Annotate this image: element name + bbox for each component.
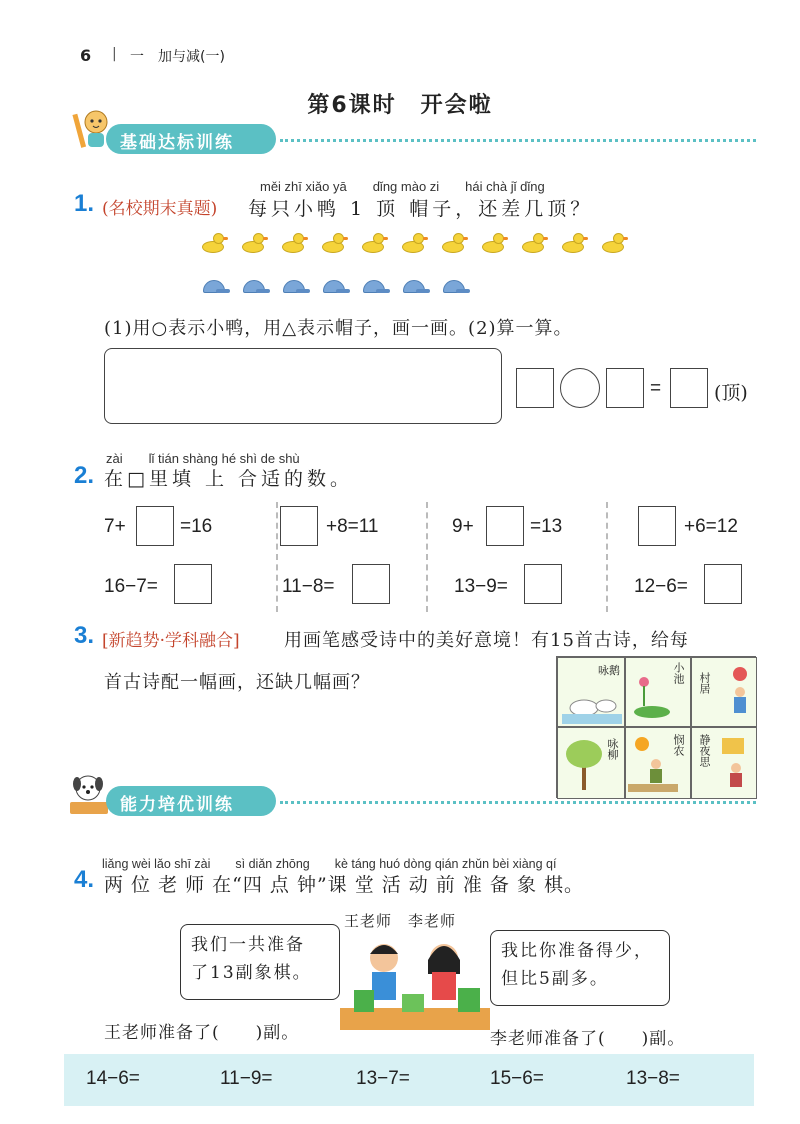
q1-drawing-area[interactable] <box>104 348 502 424</box>
hat-icon <box>440 278 470 294</box>
duck-icon <box>320 232 346 254</box>
q2-r2c1-before: 16−7= <box>104 576 158 597</box>
duck-icon <box>560 232 586 254</box>
q2-r2c1-box[interactable] <box>174 564 212 604</box>
q2-r2c3-box[interactable] <box>524 564 562 604</box>
q2-r1c1-after: =16 <box>180 516 213 537</box>
poem-title: 静夜思 <box>698 734 711 767</box>
q2-r2c2-box[interactable] <box>352 564 390 604</box>
q2-r2c4-box[interactable] <box>704 564 742 604</box>
poem-cell <box>625 657 691 727</box>
q1-tag: (名校期末真题) <box>102 199 218 219</box>
poem-title: 村居 <box>698 672 711 694</box>
q2-pinyin: zài lǐ tián shàng hé shì de shù <box>106 451 300 466</box>
bubble-left-line1: 我们一共准备 <box>191 935 305 955</box>
column-divider <box>426 502 428 612</box>
q1-result-box[interactable] <box>670 368 708 408</box>
duck-icon <box>360 232 386 254</box>
q2-text: 在□里填 上 合适的数。 <box>104 468 354 490</box>
q4-fill-right[interactable]: 李老师准备了( )副。 <box>490 1029 686 1049</box>
hat-icon <box>320 278 350 294</box>
q2-r1c3-after: =13 <box>530 516 563 537</box>
poem-title: 小池 <box>672 662 685 684</box>
q2-r1c1-box[interactable] <box>136 506 174 546</box>
hat-icon <box>200 278 230 294</box>
q1-operator-circle[interactable] <box>560 368 600 408</box>
header-separator: | <box>112 46 117 62</box>
calc-item: 13−8= <box>626 1068 680 1089</box>
hat-row <box>200 278 480 300</box>
q4-text: 两 位 老 师 在“四 点 钟”课 堂 活 动 前 准 备 象 棋。 <box>104 874 584 896</box>
q1-equals: = <box>650 378 662 399</box>
farmer-picture-icon <box>628 734 678 794</box>
q2-r1c4-after: +6=12 <box>684 516 738 537</box>
duck-icon <box>440 232 466 254</box>
bubble-right-line1: 我比你准备得少， <box>501 941 653 961</box>
duck-row <box>200 232 640 262</box>
calc-item: 15−6= <box>490 1068 544 1089</box>
duck-icon <box>280 232 306 254</box>
section-banner-basic: 基础达标训练 <box>106 124 276 154</box>
section-divider <box>280 801 756 804</box>
page-number: 6 <box>80 46 92 65</box>
duck-icon <box>600 232 626 254</box>
q2-r2c3-before: 13−9= <box>454 576 508 597</box>
poem-title: 咏鹅 <box>598 664 620 677</box>
q1-pinyin: měi zhī xiǎo yā dǐng mào zi hái chà jǐ dǐng <box>260 179 545 194</box>
column-divider <box>606 502 608 612</box>
q1-number: 1. <box>74 190 95 217</box>
column-divider <box>276 502 278 612</box>
q3-number: 3. <box>74 622 95 649</box>
lesson-title: 第6课时 开会啦 <box>307 93 493 118</box>
dog-mascot-icon <box>66 770 112 818</box>
poem-cell <box>691 657 757 727</box>
bubble-right-line2: 但比5副多。 <box>501 969 609 989</box>
q3-tag: [新趋势·学科融合] <box>102 631 240 651</box>
q2-r2c4-before: 12−6= <box>634 576 688 597</box>
pond-picture-icon <box>630 672 680 722</box>
q2-r1c1-before: 7+ <box>104 516 126 537</box>
section-divider <box>280 139 756 142</box>
hat-icon <box>400 278 430 294</box>
chapter-title: 一 加与减(一) <box>130 49 225 65</box>
cat-mascot-icon <box>72 108 112 152</box>
poem-title: 悯农 <box>672 734 685 756</box>
q1-text: 每只小鸭 1 顶 帽子，还差几顶？ <box>248 198 594 220</box>
q2-r2c2-before: 11−8= <box>282 576 335 597</box>
q2-number: 2. <box>74 462 95 489</box>
duck-icon <box>200 232 226 254</box>
poem-cell <box>691 727 757 799</box>
calc-item: 13−7= <box>356 1068 410 1089</box>
q2-r1c3-box[interactable] <box>486 506 524 546</box>
duck-icon <box>240 232 266 254</box>
bubble-left-line2: 了13副象棋。 <box>191 963 312 983</box>
poem-cell <box>625 727 691 799</box>
duck-icon <box>400 232 426 254</box>
hat-icon <box>360 278 390 294</box>
q4-fill-left[interactable]: 王老师准备了( )副。 <box>104 1023 300 1043</box>
teachers-illustration-icon <box>340 930 490 1040</box>
q1-unit: (顶) <box>714 382 748 404</box>
q1-instruction: (1)用○表示小鸭，用△表示帽子，画一画。(2)算一算。 <box>104 318 573 339</box>
calc-item: 11−9= <box>220 1068 273 1089</box>
speech-bubble-left <box>180 924 340 1000</box>
hat-icon <box>280 278 310 294</box>
q2-r1c2-after: +8=11 <box>326 516 379 537</box>
duck-icon <box>520 232 546 254</box>
teacher-labels: 王老师 李老师 <box>344 912 457 930</box>
q1-answer-box-2[interactable] <box>606 368 644 408</box>
hat-icon <box>240 278 270 294</box>
goose-picture-icon <box>562 684 622 724</box>
q2-r1c4-box[interactable] <box>638 506 676 546</box>
q4-number: 4. <box>74 866 95 893</box>
q3-line1: 用画笔感受诗中的美好意境！有15首古诗，给每 <box>284 630 689 651</box>
q1-answer-box-1[interactable] <box>516 368 554 408</box>
duck-icon <box>480 232 506 254</box>
speech-bubble-right <box>490 930 670 1006</box>
q4-pinyin: liǎng wèi lǎo shī zài sì diǎn zhōng kè táng huó dòng qián zhǔn bèi xiàng qí <box>102 857 557 871</box>
calc-item: 14−6= <box>86 1068 140 1089</box>
section-banner-advanced: 能力培优训练 <box>106 786 276 816</box>
village-picture-icon <box>710 664 754 724</box>
q2-r1c2-box[interactable] <box>280 506 318 546</box>
q2-r1c3-before: 9+ <box>452 516 474 537</box>
poem-cell <box>557 657 625 727</box>
q3-line2: 首古诗配一幅画，还缺几幅画？ <box>104 672 370 693</box>
poem-picture-grid <box>556 656 756 798</box>
poem-cell <box>557 727 625 799</box>
moon-night-picture-icon <box>714 734 754 794</box>
poem-title: 咏柳 <box>606 738 619 760</box>
willow-picture-icon <box>562 734 612 794</box>
